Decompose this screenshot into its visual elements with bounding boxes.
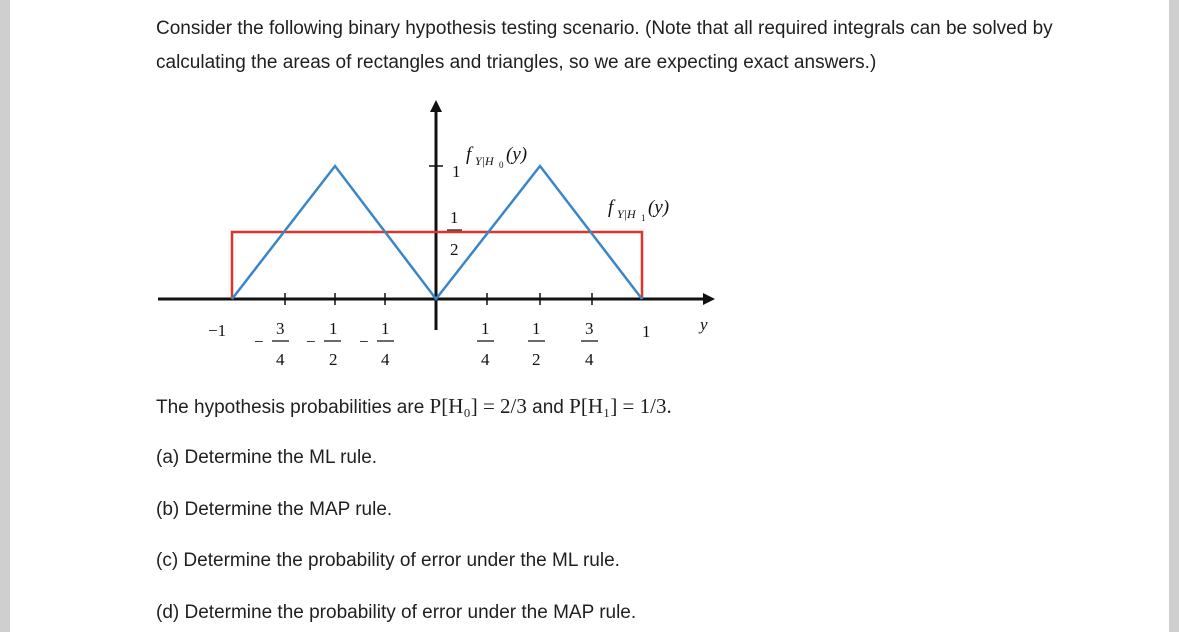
y-tick-label-1: 1 [452,162,461,181]
prob-h1: P[H₁] = 1/3. [569,394,672,418]
x-label-neg1-4-den: 4 [381,350,390,369]
x-label-3-4-den: 4 [585,350,594,369]
svg-text:Y|H: Y|H [617,207,636,221]
svg-text:(y): (y) [648,197,670,218]
density-figure [10,0,1169,380]
part-b: (b) Determine the MAP rule. [156,499,393,520]
prob-h0: P[H₀] = 2/3 [429,394,527,418]
part-c: (c) Determine the probability of error under the ML rule. [156,550,620,571]
problem-intro: Consider the following binary hypothesis testing scenario. (Note that all required integrals can be solved by calculating the areas of rectangles and triangles, so we are expecting exact answers.) [156,18,1053,73]
y-tick-half-num: 1 [450,208,459,227]
svg-text:−: − [306,332,316,351]
x-tick-labels [208,315,708,369]
part-a: (a) Determine the ML rule. [156,447,378,468]
x-label-neg1-2-den: 2 [329,350,338,369]
x-label-1-2-den: 2 [532,350,541,369]
svg-text:f: f [608,197,614,218]
x-label-1-2-num: 1 [532,319,541,338]
svg-text:f: f [466,144,472,165]
axis-variable-y: y [700,315,708,334]
svg-text:−: − [359,332,369,351]
y-tick-half-den: 2 [450,240,459,259]
part-d: (d) Determine the probability of error under the MAP rule. [156,602,637,623]
x-label-1: 1 [642,322,651,341]
x-label-3-4-num: 3 [585,319,594,338]
svg-text:Y|H: Y|H [475,154,494,168]
label-h0 [466,144,527,170]
x-label-neg1-2-num: 1 [329,319,338,338]
x-label-neg3-4-num: 3 [276,319,285,338]
x-label-neg1: −1 [208,321,227,340]
hypothesis-probabilities: The hypothesis probabilities are P[H₀] = 2/3 and P[H₁] = 1/3. [156,394,672,418]
label-h1 [608,197,669,223]
x-label-neg1-4-num: 1 [381,319,390,338]
page [10,0,1169,632]
x-label-1-4-den: 4 [481,350,490,369]
x-axis-arrow [703,293,715,305]
x-label-1-4-num: 1 [481,319,490,338]
x-label-neg3-4-den: 4 [276,350,285,369]
svg-text:1: 1 [641,213,646,223]
svg-text:0: 0 [499,160,504,170]
svg-text:(y): (y) [506,144,528,165]
svg-text:−: − [254,332,264,351]
y-axis-arrow [430,100,442,112]
